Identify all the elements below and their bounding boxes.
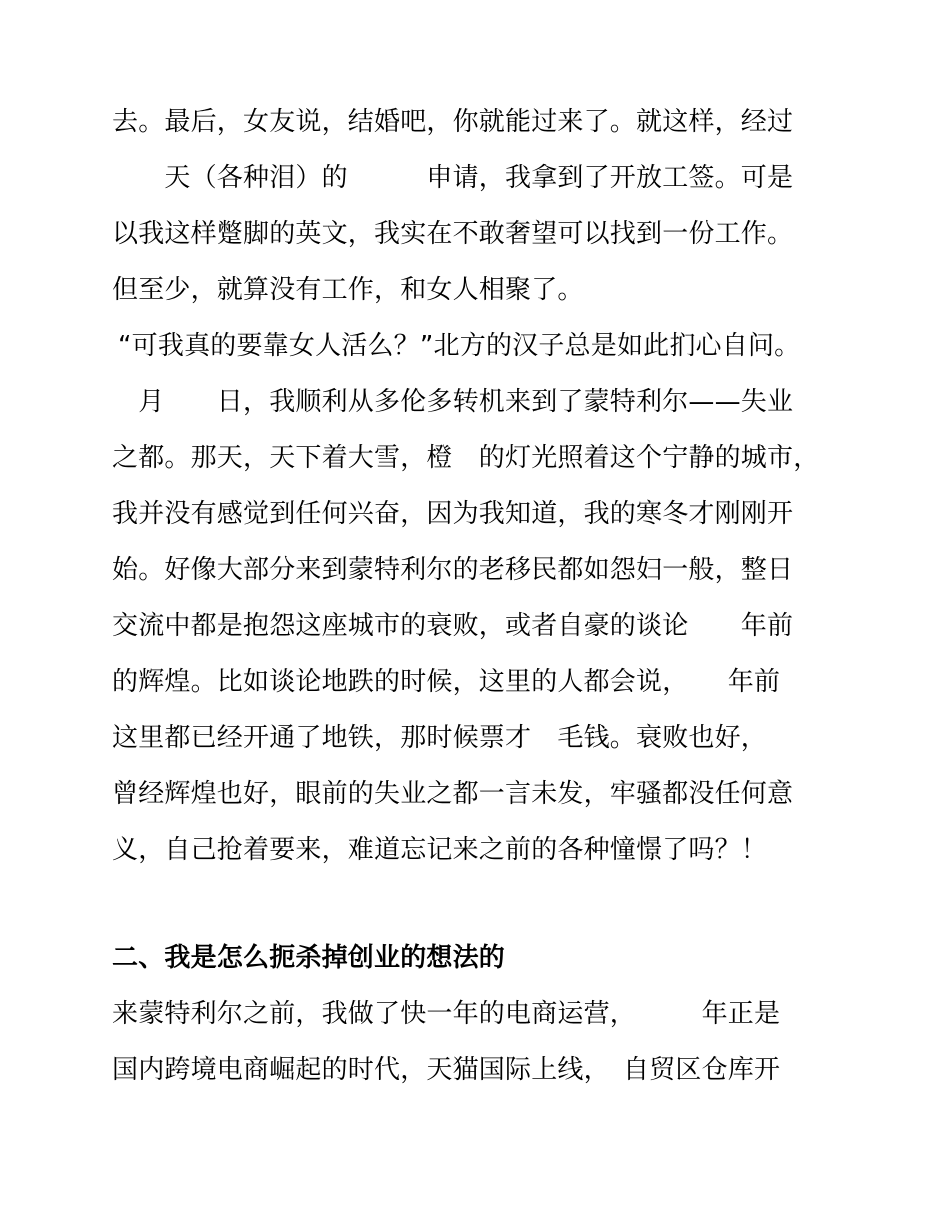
section-heading: 二、我是怎么扼杀掉创业的想法的 (112, 943, 506, 973)
text-line-8: 我并没有感觉到任何兴奋，因为我知道，我的寒冬才刚刚开 (112, 499, 794, 529)
text-line-14: 义，自己抢着要来，难道忘记来之前的各种憧憬了吗？！ (112, 835, 768, 865)
text-line-2: 天（各种泪）的 申请，我拿到了开放工签。可是 (112, 163, 794, 193)
text-line-16: 国内跨境电商崛起的时代，天猫国际上线， 自贸区仓库开 (112, 1055, 781, 1085)
text-line-15: 来蒙特利尔之前，我做了快一年的电商运营， 年正是 (112, 999, 781, 1029)
text-line-4: 但至少，就算没有工作，和女人相聚了。 (112, 275, 584, 305)
text-line-7: 之都。那天，天下着大雪，橙 的灯光照着这个宁静的城市， (112, 443, 820, 473)
text-line-3: 以我这样蹩脚的英文，我实在不敢奢望可以找到一份工作。 (112, 219, 794, 249)
text-line-13: 曾经辉煌也好，眼前的失业之都一言未发，牢骚都没任何意 (112, 779, 794, 809)
text-line-9: 始。好像大部分来到蒙特利尔的老移民都如怨妇一般，整日 (112, 555, 794, 585)
text-line-1: 去。最后，女友说，结婚吧，你就能过来了。就这样，经过 (112, 107, 794, 137)
text-line-5: “可我真的要靠女人活么？”北方的汉子总是如此扪心自问。 (118, 331, 801, 361)
text-line-6: 月 日，我顺利从多伦多转机来到了蒙特利尔——失业 (112, 387, 794, 417)
text-line-12: 这里都已经开通了地铁，那时候票才 毛钱。衰败也好， (112, 723, 768, 753)
text-line-10: 交流中都是抱怨这座城市的衰败，或者自豪的谈论 年前 (112, 611, 794, 641)
text-line-11: 的辉煌。比如谈论地跌的时候，这里的人都会说， 年前 (112, 667, 781, 697)
